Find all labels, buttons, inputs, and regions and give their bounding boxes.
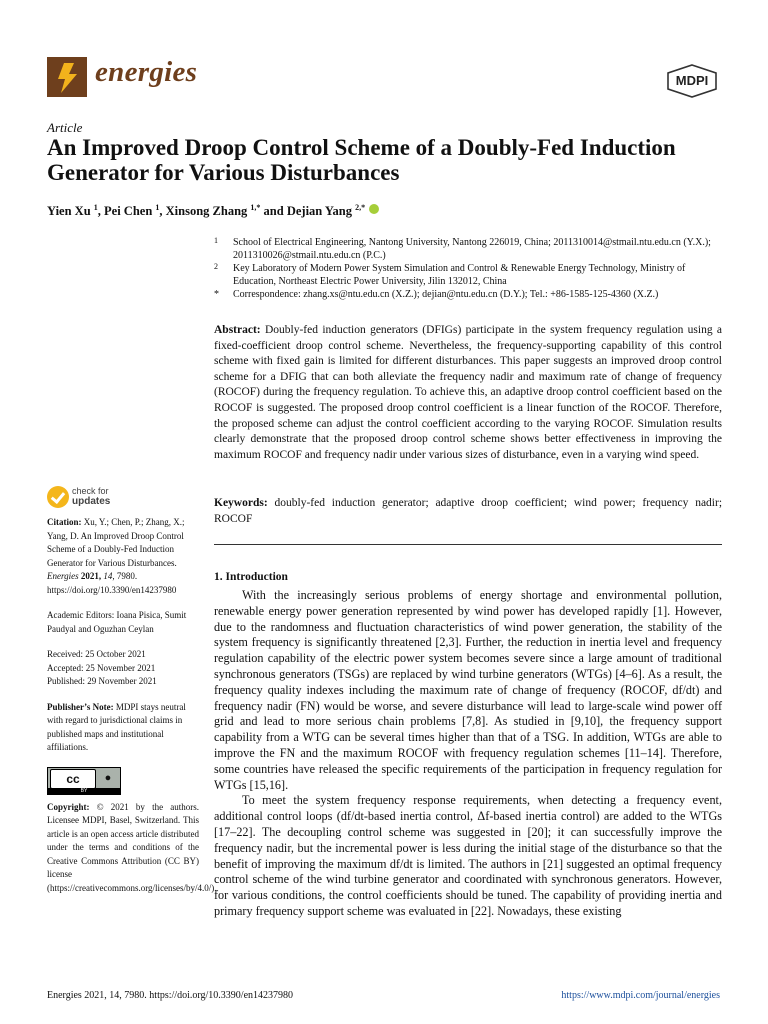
- article-type: Article: [47, 120, 83, 135]
- abstract-text: Doubly-fed induction generators (DFIGs) participate in the system frequency regulation using a fixed-coefficient droop control scheme. Nevertheless, the frequency-supporting capability of this control scheme with fixed gain is limited for different disturbances. This paper suggests an improved droop control scheme for a DFIG that can both alleviate the frequency nadir and maximum rate of change of frequency (ROCOF) during the frequency regulation. To achieve this, an adaptive droop control coefficient based on the ROCOF is suggested. The proposed droop control coefficient is a linear function of the ROCOF. Therefore, the proposed scheme can adjust the control coefficient according to the varying ROCOF. Simulation results clearly demonstrate that the proposed droop control scheme shows better effectiveness in improving the maximum ROCOF and frequency nadir under various sizes of disturbance, even in a varying wind speed.: [214, 324, 723, 461]
- citation-block: [47, 516, 199, 597]
- citation-doi[interactable]: 7980. https://doi.org/10.3390/en14237980: [47, 571, 177, 595]
- section-heading: 1. Introduction: [214, 571, 288, 583]
- affiliations: [214, 236, 724, 301]
- divider: [214, 544, 722, 545]
- author-name: Yien Xu: [47, 204, 91, 219]
- body-paragraph: To meet the system frequency response requirements, when detecting a frequency event, additional control loops (df/dt-based inertia control, Δf-based inertia control) are added to the WTGs [17–22]. The decoupling control scheme was suggested in [20]; it can successfully improve the frequency nadir, but the incremental power is less during the initial stage of the disturbance so that the benefit of improving the maximum df/dt is limited. The authors in [21] suggested an optimal frequency control scheme of the wind turbine generator and coordinated with synchronous generators. However, for various conditions, the control coefficients should be tuned. The capability of providing inertia and primary frequency support scheme was evaluated in [22]. Nowadays, these existing: [214, 793, 722, 918]
- footer-citation: Energies 2021, 14, 7980. https://doi.org/10.3390/en14237980: [47, 990, 294, 1001]
- dates-block: [47, 648, 199, 689]
- citation-volume: 14,: [103, 571, 115, 581]
- publisher-logo: [665, 64, 719, 98]
- body-text: [214, 588, 722, 920]
- academic-editors: Academic Editors: Ioana Pisica, Sumit Paudyal and Oguzhan Ceylan: [47, 610, 187, 634]
- accepted-date: Accepted: 25 November 2021: [47, 662, 156, 673]
- footer-journal-link[interactable]: https://www.mdpi.com/journal/energies: [561, 990, 720, 1001]
- affiliation-text: School of Electrical Engineering, Nantong University, Nantong 226019, China; 2011310014@stmail.ntu.edu.cn (Y.X.); 2011310026@stmail.ntu.edu.cn (P.C.): [233, 237, 711, 261]
- check-updates-label-bold: updates: [72, 496, 111, 507]
- affiliation-item: [214, 262, 724, 288]
- check-updates-label: check for: [72, 486, 109, 496]
- author-affiliation-mark: 1: [93, 203, 98, 212]
- journal-name: energies: [95, 56, 198, 88]
- cc-icon: cc: [50, 769, 96, 789]
- orcid-icon[interactable]: [369, 204, 379, 214]
- citation-text: Xu, Y.; Chen, P.; Zhang, X.; Yang, D. An Improved Droop Control Scheme of a Doubly-Fed Induction Generator for Various Disturbances.: [47, 517, 185, 568]
- by-label: BY: [48, 788, 120, 794]
- body-paragraph: With the increasingly serious problems of energy shortage and environmental pollution, renewable energy power generation represented by wind power has developed rapidly [1]. However, due to the randomness and fluctuation characteristics of wind power generation, the stability of the system frequency is significantly threatened [2,3]. Further, the reduction in inertia level and frequency regulation capability of the electric power system becomes severe since a large amount of traditional synchronous generators (TSGs) are replaced by wind turbine generators (WTGs) [4–6]. As a result, the frequency quality indexes including the maximum rate of change of frequency (ROCOF, df/dt) and frequency nadir (FN) would be worse, and severe disturbance will lead to large-scale wind power off grid and lead to more serious chain problems [7,8]. As studied in [9,10], the frequency support capability from a WTG can be several times higher than that of a TSG. In addition, WTGs are able to improve the FN and the maximum ROCOF with frequency regulation schemes [11–14]. Therefore, some countries have released the specific requirements of the participation in frequency regulation for WTGs [15,16].: [214, 588, 722, 792]
- publisher-note: [47, 701, 199, 755]
- sidebar: [47, 516, 217, 895]
- author-name: Pei Chen: [104, 204, 153, 219]
- copyright-label: Copyright:: [47, 801, 90, 812]
- publisher-note-label: Publisher’s Note:: [47, 701, 114, 712]
- affiliation-item: [214, 236, 724, 262]
- affiliation-text: Key Laboratory of Modern Power System Simulation and Control & Renewable Energy Technology, Ministry of Education, Northeast Electric Power University, Jilin 132012, China: [233, 263, 686, 287]
- correspondence-mark: *: [214, 289, 219, 300]
- author-name: Dejian Yang: [286, 204, 352, 219]
- keywords: [214, 496, 722, 527]
- check-updates-icon: [47, 486, 69, 508]
- and-word: and: [263, 204, 284, 219]
- copyright-block: [47, 801, 217, 896]
- author-affiliation-mark: 2,*: [355, 203, 366, 212]
- author-name: Xinsong Zhang: [165, 204, 248, 219]
- correspondence-item: [214, 288, 724, 301]
- check-for-updates-button[interactable]: [47, 485, 137, 511]
- publisher-note-text: MDPI stays neutral with regard to jurisdictional claims in published maps and institutional affiliations.: [47, 701, 186, 752]
- citation-journal: Energies: [47, 571, 79, 581]
- affiliation-mark: 1: [214, 236, 218, 245]
- received-date: Received: 25 October 2021: [47, 649, 146, 659]
- affiliation-mark: 2: [214, 262, 218, 271]
- citation-label: Citation:: [47, 517, 82, 527]
- lightning-bolt-icon: [47, 57, 87, 97]
- abstract: [214, 323, 722, 463]
- cc-by-license-badge[interactable]: [47, 767, 121, 795]
- abstract-label: Abstract:: [214, 324, 261, 336]
- keywords-label: Keywords:: [214, 497, 268, 509]
- page-title: An Improved Droop Control Scheme of a Doubly-Fed Induction Generator for Various Disturbances: [47, 135, 676, 185]
- citation-year: 2021,: [80, 571, 102, 581]
- person-icon: ●: [104, 771, 112, 784]
- keywords-text: doubly-fed induction generator; adaptive droop coefficient; wind power; frequency nadir; ROCOF: [214, 497, 723, 525]
- correspondence-text: Correspondence: zhang.xs@ntu.edu.cn (X.Z.); dejian@ntu.edu.cn (D.Y.); Tel.: +86-1585-125-4360 (X.Z.): [233, 289, 659, 300]
- author-list: Yien Xu $^1$, Pei Chen $^1$, Xinsong Zhang $^{1,*}$ and Dejian Yang $^{2,*}$: [47, 203, 379, 219]
- author-affiliation-mark: 1: [155, 203, 160, 212]
- author-affiliation-mark: 1,*: [250, 203, 261, 212]
- publisher-name: MDPI: [675, 73, 709, 88]
- copyright-text: © 2021 by the authors. Licensee MDPI, Basel, Switzerland. This article is an open access article distributed under the terms and conditions of the Creative Commons Attribution (CC BY) license (https://creativecommons.org/licenses/by/4.0/).: [47, 801, 217, 893]
- published-date: Published: 29 November 2021: [47, 676, 157, 686]
- journal-logo: [47, 57, 87, 97]
